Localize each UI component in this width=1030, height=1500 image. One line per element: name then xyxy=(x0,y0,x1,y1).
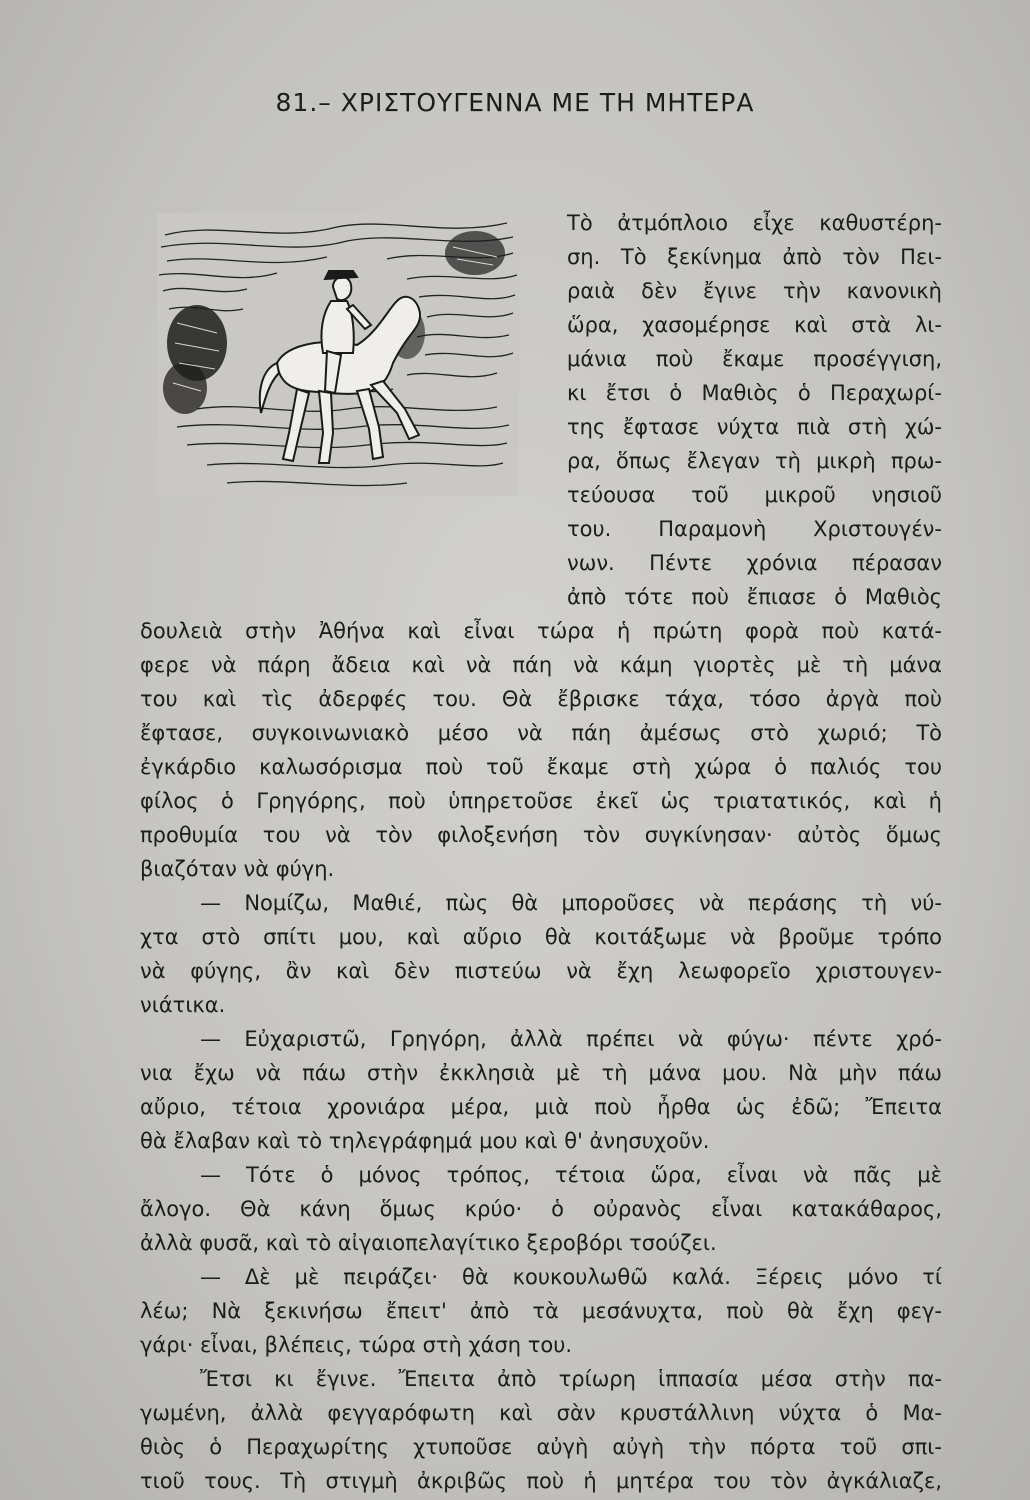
text-line: της ἔφτασε νύχτα πιὰ στὴ χώ- xyxy=(567,415,942,439)
text-line: ὥρα, χασομέρησε καὶ στὰ λι- xyxy=(567,313,942,337)
text-line: ρα, ὅπως ἔλεγαν τὴ μικρὴ πρω- xyxy=(567,449,942,473)
text-line: βιαζόταν νὰ φύγη. xyxy=(140,857,335,881)
text-line: φερε νὰ πάρη ἄδεια καὶ νὰ πάη νὰ κάμη γιορτὲς μὲ τὴ μάνα xyxy=(140,653,942,677)
text-line: νὰ φύγης, ἂν καὶ δὲν πιστεύω νὰ ἔχη λεωφορεῖο χριστουγεν- xyxy=(140,959,942,983)
text-line: ἀπὸ τότε ποὺ ἔπιασε ὁ Μαθιὸς xyxy=(567,585,942,609)
text-line: του. Παραμονὴ Χριστουγέν- xyxy=(567,517,942,541)
text-line: ἀλλὰ φυσᾶ, καὶ τὸ αἰγαιοπελαγίτικο ξεροβόρι τσούζει. xyxy=(140,1231,717,1255)
text-line: νιάτικα. xyxy=(140,993,226,1017)
text-line: προθυμία του νὰ τὸν φιλοξενήση τὸν συγκίνησαν· αὐτὸς ὅμως xyxy=(140,823,942,847)
text-line: ἔφτασε, συγκοινωνιακὸ μέσο νὰ πάη ἀμέσως στὸ χωριό; Τὸ xyxy=(140,721,942,745)
text-line: φίλος ὁ Γρηγόρης, ποὺ ὑπηρετοῦσε ἐκεῖ ὡς τριατατικός, καὶ ἡ xyxy=(140,789,942,813)
text-line: — Τότε ὁ μόνος τρόπος, τέτοια ὥρα, εἶναι νὰ πᾶς μὲ xyxy=(200,1163,942,1187)
page-title: 81.– ΧΡΙΣΤΟΥΓΕΝΝΑ ΜΕ ΤΗ ΜΗΤΕΡΑ xyxy=(275,88,755,117)
text-line: νων. Πέντε χρόνια πέρασαν xyxy=(567,551,942,575)
text-line: Ἔτσι κι ἔγινε. Ἔπειτα ἀπὸ τρίωρη ἱππασία μέσα στὴν πα- xyxy=(200,1367,942,1391)
text-line: ἐγκάρδιο καλωσόρισμα ποὺ τοῦ ἔκαμε στὴ χώρα ὁ παλιός του xyxy=(140,755,942,779)
text-line: θὰ ἔλαβαν καὶ τὸ τηλεγράφημά μου καὶ θ' ἀνησυχοῦν. xyxy=(140,1129,710,1153)
text-line: μάνια ποὺ ἔκαμε προσέγγιση, xyxy=(567,347,942,371)
text-line: αὔριο, τέτοια χρονιάρα μέρα, μιὰ ποὺ ἦρθα ὡς ἐδῶ; Ἔπειτα xyxy=(140,1095,942,1119)
text-line: του καὶ τὶς ἀδερφές του. Θὰ ἔβρισκε τάχα, τόσο ἀργὰ ποὺ xyxy=(140,687,942,711)
text-line: ραιὰ δὲν ἔγινε τὴν κανονικὴ xyxy=(567,279,942,303)
horse-rider-woodcut-icon xyxy=(157,213,519,496)
text-line: λέω; Νὰ ξεκινήσω ἔπειτ' ἀπὸ τὰ μεσάνυχτα, ποὺ θὰ ἔχη φεγ- xyxy=(140,1299,942,1323)
text-line: τιοῦ τους. Τὴ στιγμὴ ἀκριβῶς ποὺ ἡ μητέρα του τὸν ἀγκάλιαζε, xyxy=(140,1469,942,1493)
text-line: ση. Τὸ ξεκίνημα ἀπὸ τὸν Πει- xyxy=(567,245,942,269)
text-line: δουλειὰ στὴν Ἀθήνα καὶ εἶναι τώρα ἡ πρώτη φορὰ ποὺ κατά- xyxy=(140,619,942,643)
text-line: χτα στὸ σπίτι μου, καὶ αὔριο θὰ κοιτάξωμε νὰ βροῦμε τρόπο xyxy=(140,925,942,949)
text-line: — Νομίζω, Μαθιέ, πὼς θὰ μποροῦσες νὰ περάσης τὴ νύ- xyxy=(200,891,942,915)
text-line: — Εὐχαριστῶ, Γρηγόρη, ἀλλὰ πρέπει νὰ φύγω· πέντε χρό- xyxy=(200,1027,942,1051)
text-line: τεύουσα τοῦ μικροῦ νησιοῦ xyxy=(567,483,942,507)
text-line: κι ἔτσι ὁ Μαθιὸς ὁ Περαχωρί- xyxy=(567,381,942,405)
text-line: — Δὲ μὲ πειράζει· θὰ κουκουλωθῶ καλά. Ξέρεις μόνο τί xyxy=(200,1265,942,1289)
text-line: νια ἔχω νὰ πάω στὴν ἐκκλησιὰ μὲ τὴ μάνα μου. Νὰ μὴν πάω xyxy=(140,1061,942,1085)
text-line: θιὸς ὁ Περαχωρίτης χτυποῦσε αὐγὴ αὐγὴ τὴν πόρτα τοῦ σπι- xyxy=(140,1435,942,1459)
text-line: γωμένη, ἀλλὰ φεγγαρόφωτη καὶ σὰν κρυστάλλινη νύχτα ὁ Μα- xyxy=(140,1401,942,1425)
text-line: Τὸ ἀτμόπλοιο εἶχε καθυστέρη- xyxy=(567,211,942,235)
text-line: γάρι· εἶναι, βλέπεις, τώρα στὴ χάση του. xyxy=(140,1333,573,1357)
text-line: ἄλογο. Θὰ κάνη ὅμως κρύο· ὁ οὐρανὸς εἶναι κατακάθαρος, xyxy=(140,1197,942,1221)
